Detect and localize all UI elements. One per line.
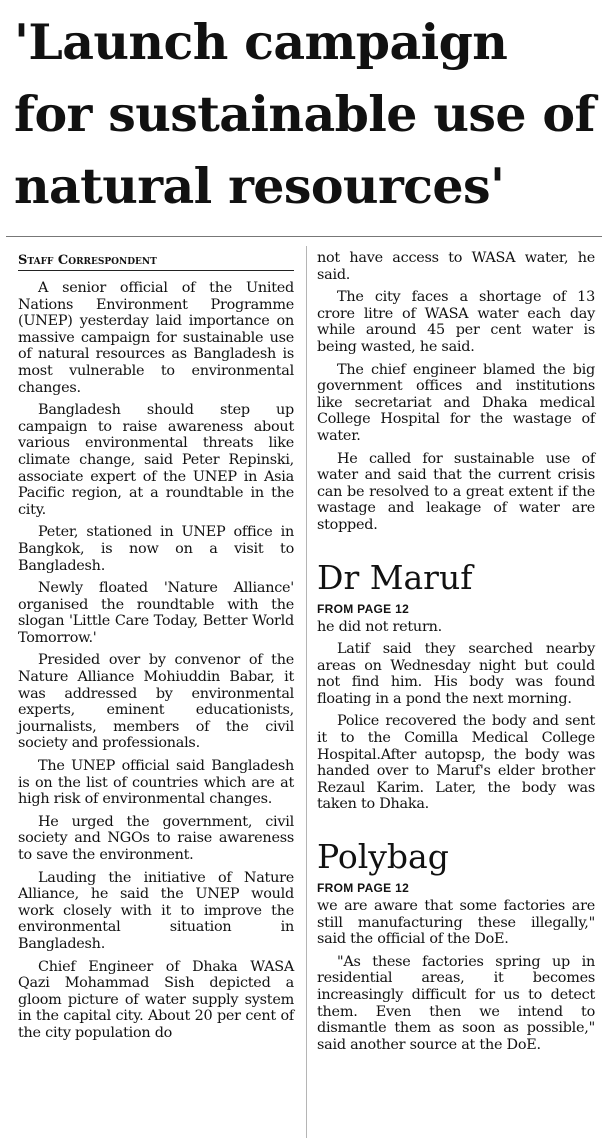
dr-maruf-paragraph: he did not return. bbox=[317, 618, 442, 635]
article-paragraph: Chief Engineer of Dhaka WASA Qazi Mohammad Sish depicted a gloom picture of water supply system in the capital city. About 20 per cent of the city population do bbox=[18, 958, 294, 1041]
dr-maruf-paragraph: Police recovered the body and sent it to the Comilla Medical College Hospital.After autopsp, the body was handed over to Maruf's elder brother Rezaul Karim. Later, the body was taken to Dhaka. bbox=[317, 713, 595, 813]
article-paragraph: A senior official of the United Nations Environment Programme (UNEP) yesterday laid importance on massive campaign for sustainable use of natural resources as Bangladesh is most vulnerable to environmental changes. bbox=[18, 280, 294, 396]
headline-rule bbox=[6, 236, 602, 237]
article-paragraph: He called for sustainable use of water and said that the current crisis can be resolved to a great extent if the wastage and leakage of water are stopped. bbox=[317, 450, 595, 533]
dr-maruf-paragraph: Latif said they searched nearby areas on Wednesday night but could not find him. His body was found floating in a pond the next morning. bbox=[317, 641, 595, 707]
dr-maruf-from-page: FROM PAGE 12 bbox=[317, 601, 410, 616]
article-paragraph: The UNEP official said Bangladesh is on the list of countries which are at high risk of environmental changes. bbox=[18, 758, 294, 808]
article-paragraph: not have access to WASA water, he said. bbox=[317, 250, 595, 283]
article-paragraph: Lauding the initiative of Nature Alliance, he said the UNEP would work closely with it to improve the environmental situation in Bangladesh. bbox=[18, 869, 294, 952]
article-paragraph: The city faces a shortage of 13 crore litre of WASA water each day while around 45 per cent water is being wasted, he said. bbox=[317, 289, 595, 355]
article-paragraph: Peter, stationed in UNEP office in Bangkok, is now on a visit to Bangladesh. bbox=[18, 524, 294, 574]
article-paragraph: Newly floated 'Nature Alliance' organised the roundtable with the slogan 'Little Care Today, Better World Tomorrow.' bbox=[18, 580, 294, 646]
article-paragraph: Presided over by convenor of the Nature Alliance Mohiuddin Babar, it was addressed by environmental experts, eminent educationists, journalists, members of the civil society and professionals. bbox=[18, 652, 294, 752]
article-paragraph: Bangladesh should step up campaign to raise awareness about various environmental threats like climate change, said Peter Repinski, associate expert of the UNEP in Asia Pacific region, at a roundtable in the city. bbox=[18, 402, 294, 518]
article-paragraph: The chief engineer blamed the big government offices and institutions like secretariat and Dhaka medical College Hospital for the wastage of water. bbox=[317, 361, 595, 444]
right-column bbox=[317, 250, 595, 1059]
article-paragraph: He urged the government, civil society and NGOs to raise awareness to save the environment. bbox=[18, 813, 294, 863]
polybag-heading: Polybag bbox=[317, 837, 449, 877]
polybag-paragraph: we are aware that some factories are still manufacturing these illegally," said the official of the DoE. bbox=[317, 898, 595, 948]
left-column bbox=[18, 252, 294, 1048]
column-divider bbox=[306, 246, 307, 1138]
polybag-paragraph: "As these factories spring up in residential areas, it becomes increasingly difficult for us to detect them. Even then we intend to dismantle them as soon as possible," said another source at the DoE. bbox=[317, 953, 595, 1053]
dr-maruf-heading: Dr Maruf bbox=[317, 557, 473, 597]
byline: Staff Correspondent bbox=[18, 252, 294, 271]
headline: 'Launch campaign for sustainable use of natural resources' bbox=[14, 13, 595, 215]
polybag-from-page: FROM PAGE 12 bbox=[317, 881, 410, 896]
